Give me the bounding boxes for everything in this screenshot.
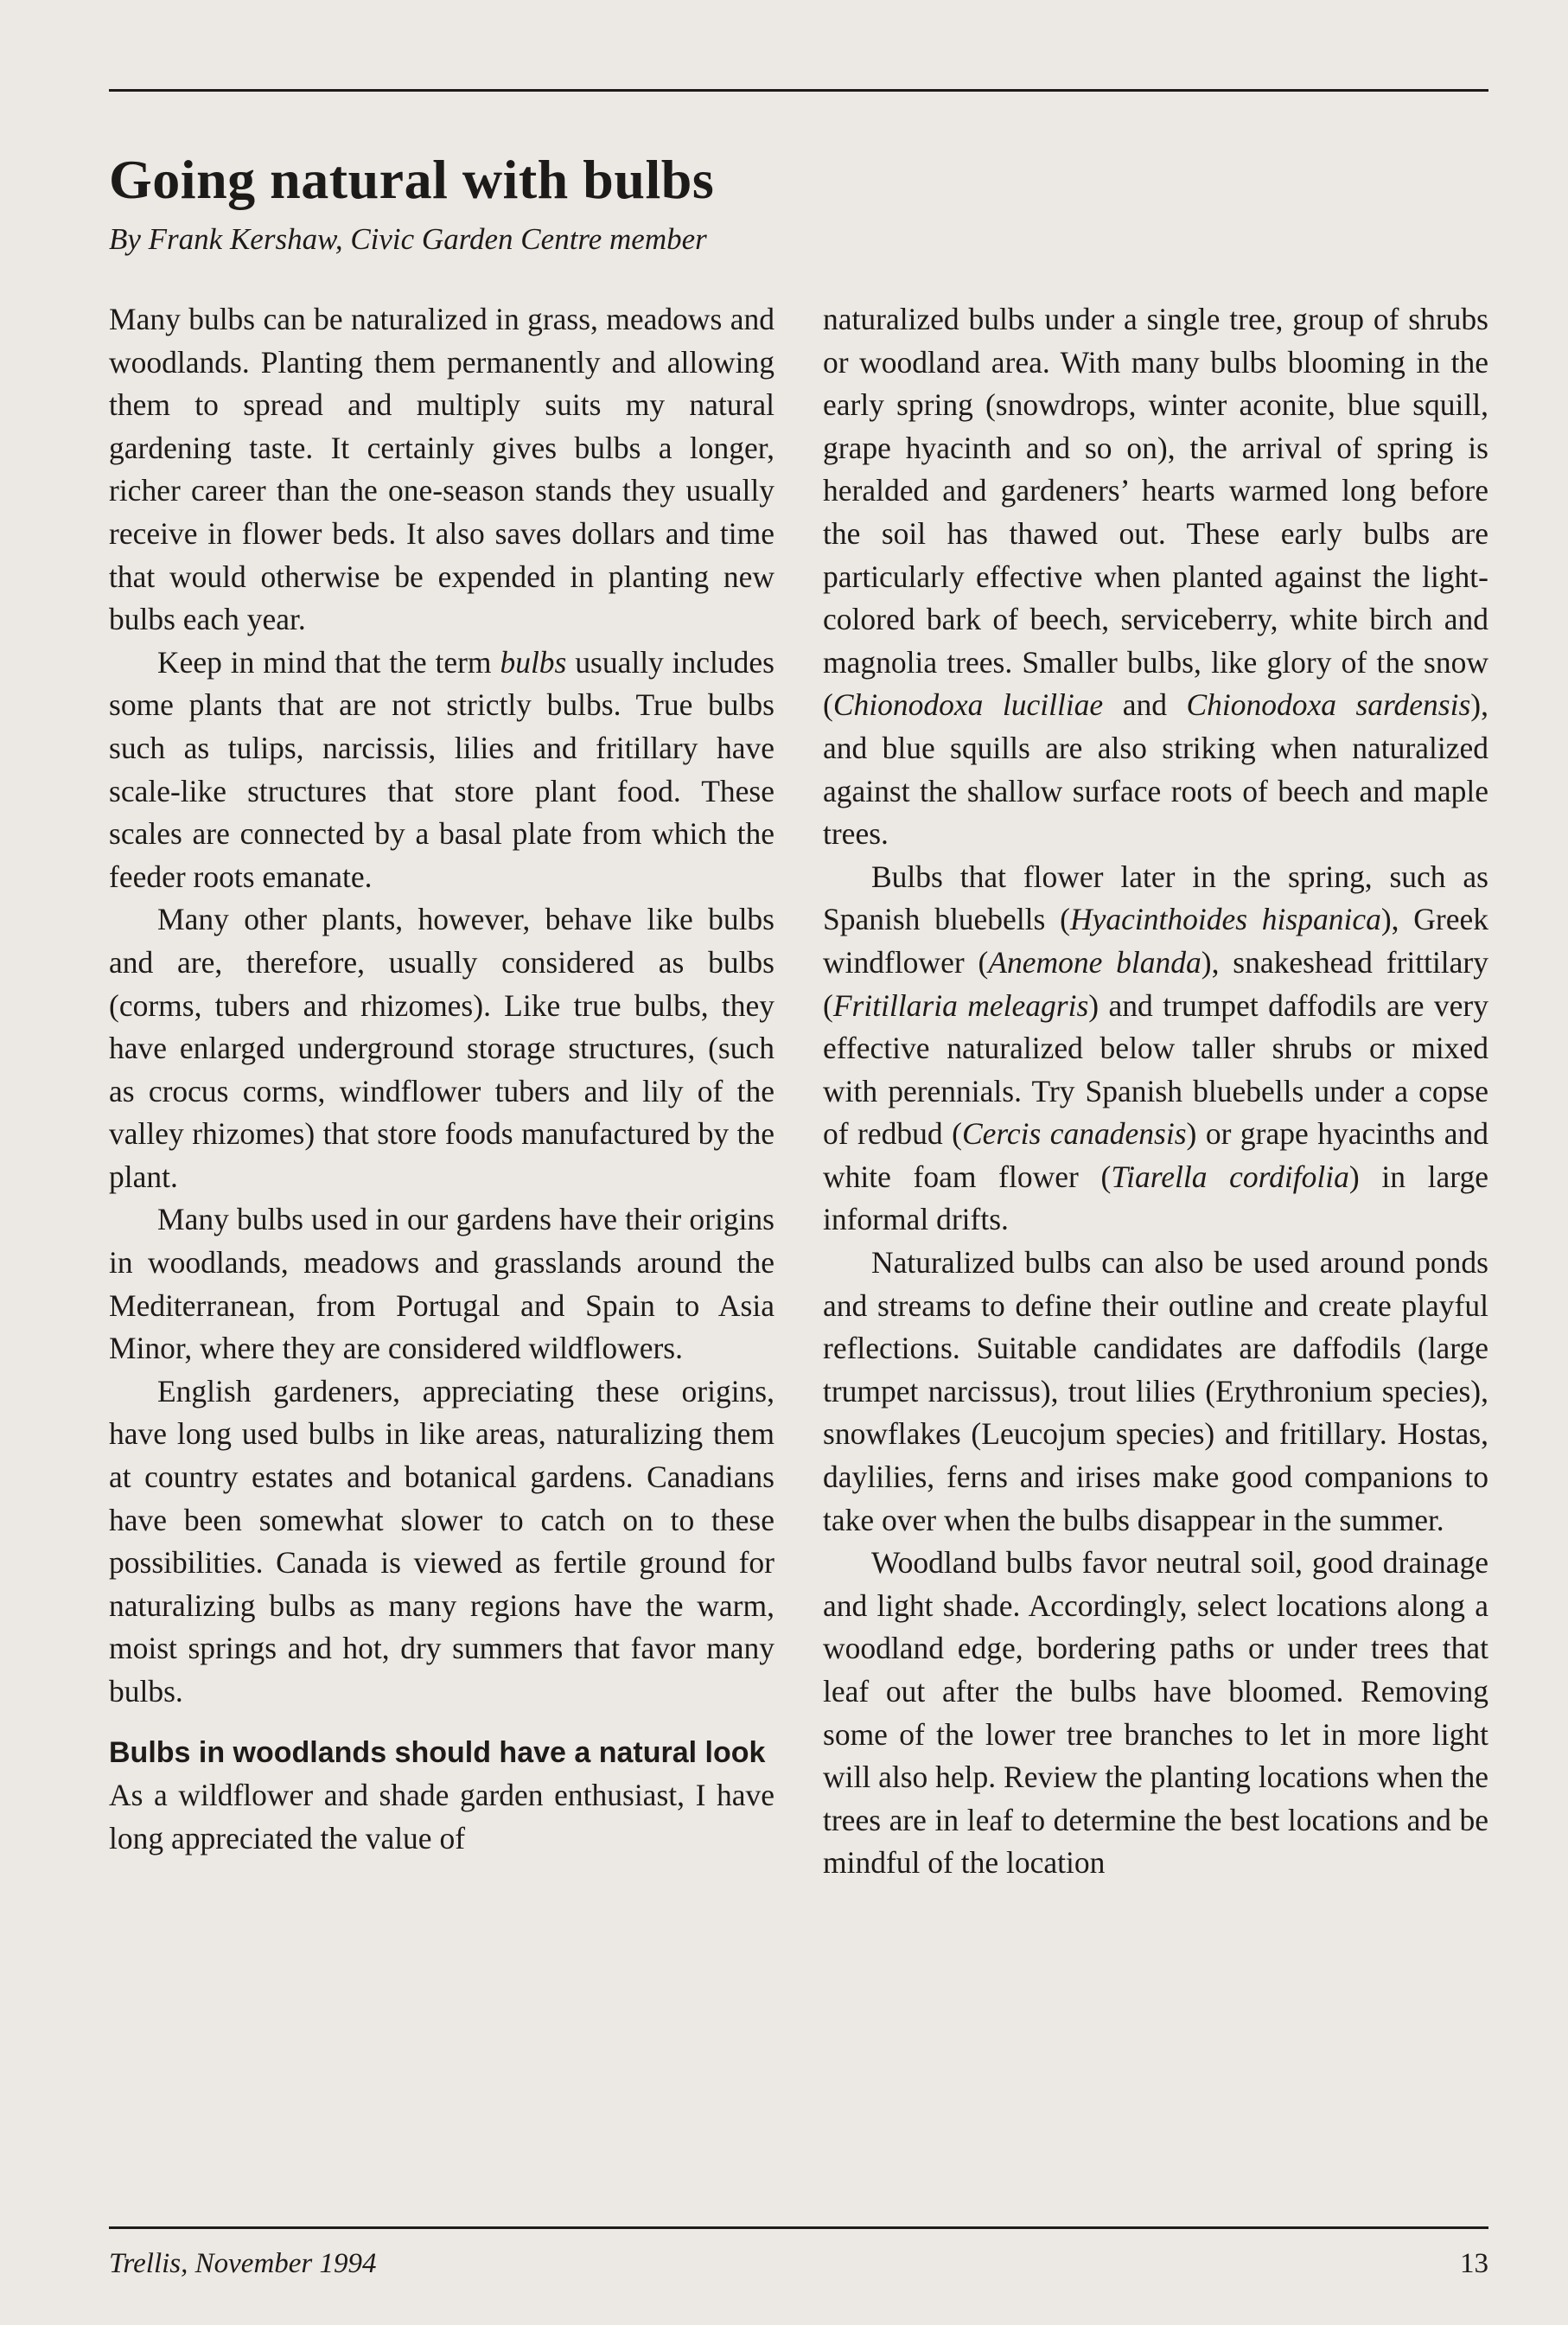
paragraph: Many bulbs can be naturalized in grass, meadows and woodlands. Planting them permanently and allowing them to spread and multiply suits my natural gardening taste. It certainly gives bulbs a longer, richer career than the one-season stands they usually receive in flower beds. It also saves dollars and time that would otherwise be expended in planting new bulbs each year. xyxy=(109,302,774,637)
paragraph: Many bulbs used in our gardens have their origins in woodlands, meadows and grasslands around the Mediterranean, from Portugal and Spain to Asia Minor, where they are considered wildflowers. xyxy=(109,1202,774,1366)
article-byline: By Frank Kershaw, Civic Garden Centre member xyxy=(109,222,707,256)
article-title: Going natural with bulbs xyxy=(109,149,715,210)
paragraph: Bulbs that flower later in the spring, such as Spanish bluebells (Hyacinthoides hispanica), Greek windflower (Anemone blanda), snakeshead frittilary (Fritillaria meleagris) and trumpet daffodils are very effective naturalized below taller shrubs or mixed with perennials. Try Spanish bluebells under a copse of redbud (Cercis canadensis) or grape hyacinths and white foam flower (Tiarella cordifolia) in large informal drifts. xyxy=(823,859,1489,1237)
page-number: 13 xyxy=(1460,2248,1488,2279)
paragraph: Keep in mind that the term bulbs usually includes some plants that are not strictly bulbs. True bulbs such as tulips, narcissis, lilies and fritillary have scale-like structures that store plant food. These scales are connected by a basal plate from which the feeder roots emanate. xyxy=(109,644,774,894)
paragraph: Naturalized bulbs can also be used around ponds and streams to define their outline and create playful reflections. Suitable candidates are daffodils (large trumpet narcissus), trout lilies (Erythronium species), snowflakes (Leucojum species) and fritillary. Hostas, daylilies, ferns and irises make good companions to take over when the bulbs disappear in the summer. xyxy=(823,1245,1488,1537)
section-heading: Bulbs in woodlands should have a natural look xyxy=(109,1735,766,1769)
paragraph: Many other plants, however, behave like bulbs and are, therefore, usually considered as bulbs (corms, tubers and rhizomes). Like true bulbs, they have enlarged underground storage structures, (such as crocus corms, windflower tubers and lily of the valley rhizomes) that store foods manufactured by the plant. xyxy=(109,902,774,1194)
left-column xyxy=(109,298,774,1860)
top-rule xyxy=(109,89,1488,92)
right-column xyxy=(823,298,1488,1885)
paragraph: Woodland bulbs favor neutral soil, good drainage and light shade. Accordingly, select locations along a woodland edge, bordering paths or under trees that leaf out after the bulbs have bloomed. Removing some of the lower tree branches to let in more light will also help. Review the planting locations when the trees are in leaf to determine the best locations and be mindful of the location xyxy=(823,1545,1488,1881)
footer-publication: Trellis, November 1994 xyxy=(109,2248,377,2279)
paragraph: naturalized bulbs under a single tree, group of shrubs or woodland area. With many bulbs blooming in the early spring (snowdrops, winter aconite, blue squill, grape hyacinth and so on), the arrival of spring is heralded and gardeners’ hearts warmed long before the soil has thawed out. These early bulbs are particularly effective when planted against the light-colored bark of beech, serviceberry, white birch and magnolia trees. Smaller bulbs, like glory of the snow (Chionodoxa lucilliae and Chionodoxa sardensis), and blue squills are also striking when naturalized against the shallow surface roots of beech and maple trees. xyxy=(823,302,1488,852)
paragraph: As a wildflower and shade garden enthusiast, I have long appreciated the value of xyxy=(109,1778,774,1856)
paragraph: English gardeners, appreciating these origins, have long used bulbs in like areas, naturalizing them at country estates and botanical gardens. Canadians have been somewhat slower to catch on to these possibilities. Canada is viewed as fertile ground for naturalizing bulbs as many regions have the warm, moist springs and hot, dry summers that favor many bulbs. xyxy=(109,1373,774,1709)
bottom-rule xyxy=(109,2226,1488,2229)
